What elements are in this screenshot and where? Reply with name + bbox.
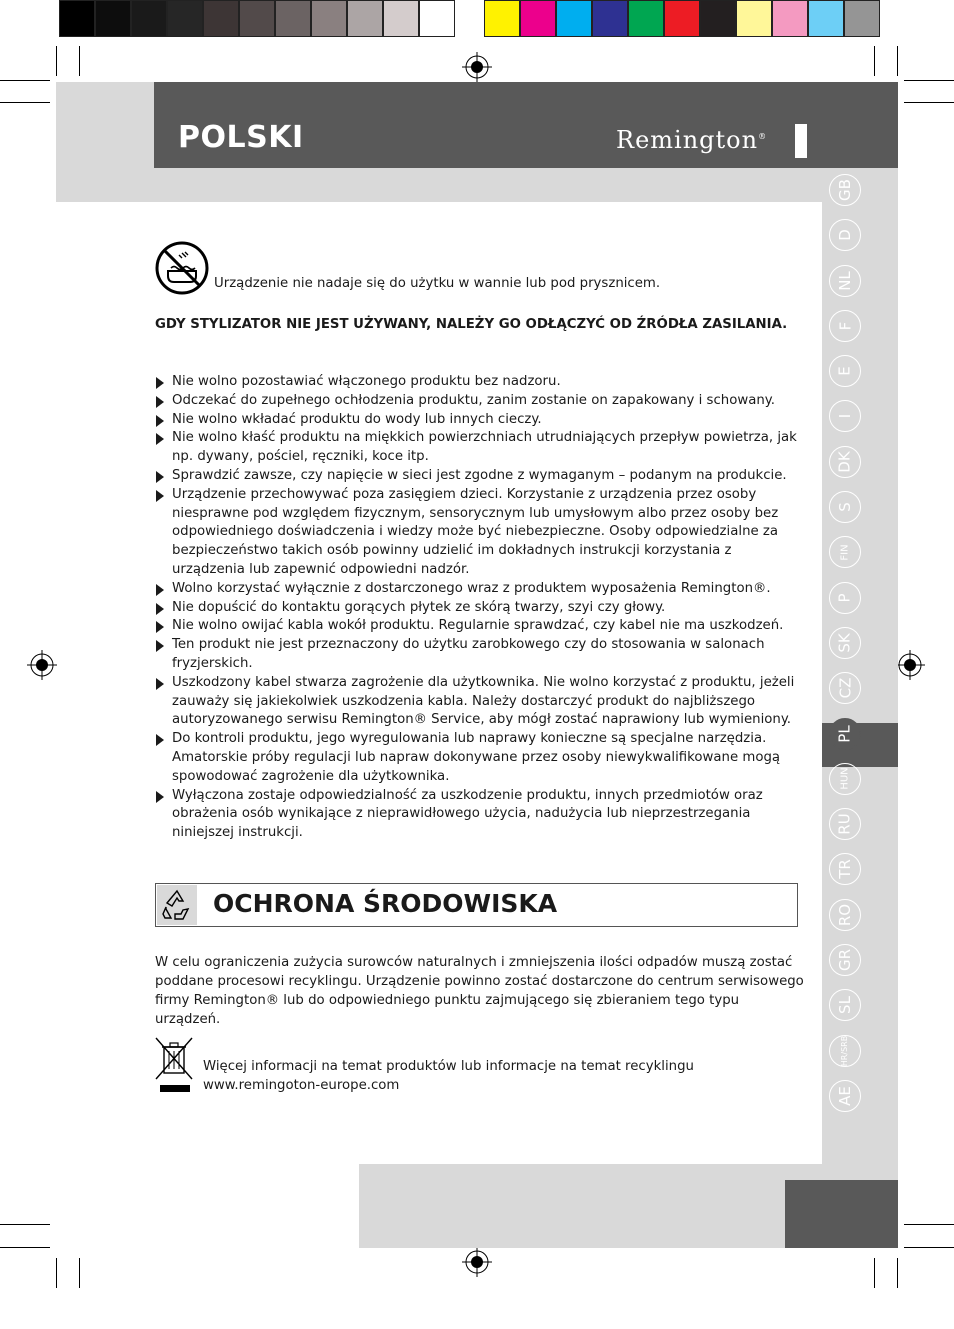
crop-mark: [0, 80, 50, 81]
color-swatch: [419, 0, 455, 37]
brand-bar: [795, 124, 807, 158]
environment-paragraph: W celu ograniczenia zużycia surowców naturalnych i zmniejszenia ilości odpadów muszą zostać poddane procesowi recyklingu. Urządzenie powinno zostać dostarczone do centrum serwisowego firmy Remington® lub do odpowiedniego punktu zajmującego się zbieraniem tego typu urządzeń.: [155, 955, 804, 1027]
safety-item: Wolno korzystać wyłącznie z dostarczonego wraz z produktem wyposażenia Remington®.: [155, 580, 805, 599]
crossed-bin-icon: [154, 1035, 194, 1093]
safety-item: Nie wolno owijać kabla wokół produktu. Regularnie sprawdzać, czy kabel nie ma uszkodzeń.: [155, 617, 805, 636]
safety-item: Uszkodzony kabel stwarza zagrożenie dla użytkownika. Nie wolno korzystać z produktu, jeżeli zauważy się jakiekolwiek uszkodzenia kabla. Należy dostarczyć produkt do najbliższego autoryzowanego serwisu Remington® Service, aby mógł zostać naprawiony lub wymieniony.: [155, 674, 805, 730]
color-swatch: [592, 0, 628, 37]
safety-list: [155, 373, 805, 843]
bullet-arrow-icon: [156, 640, 164, 652]
recycling-info-url: www.remingoton-europe.com: [203, 1078, 400, 1093]
language-tab-i[interactable]: I: [829, 400, 861, 432]
safety-item: Urządzenie przechowywać poza zasięgiem dzieci. Korzystanie z urządzenia przez osoby niesprawne pod względem fizycznym, sensorycznym lub umysłowym albo przez osoby bez odpowiedniego doświadczenia i wiedzy może być niebezpieczne. Osoby odpowiedzialne za bezpieczeństwo takich osób powinny udzielić im dokładnych instrukcji korzystania z urządzenia lub zapewnić odpowiedni nadzór.: [155, 486, 805, 580]
safety-item: Nie wolno wkładać produktu do wody lub innych cieczy.: [155, 411, 805, 430]
language-tab-cz[interactable]: CZ: [829, 672, 861, 704]
recycling-info-text: Więcej informacji na temat produktów lub informacje na temat recyklingu: [203, 1059, 694, 1074]
crop-mark: [874, 1258, 875, 1288]
language-tab-dk[interactable]: DK: [829, 446, 861, 478]
color-swatch: [628, 0, 664, 37]
language-tab-hun[interactable]: HUN: [829, 763, 861, 795]
color-swatch: [311, 0, 347, 37]
language-tab-sk[interactable]: SK: [829, 627, 861, 659]
language-tab-pl[interactable]: PL: [829, 718, 861, 750]
color-swatch: [772, 0, 808, 37]
language-tab-d[interactable]: D: [829, 219, 861, 251]
bullet-arrow-icon: [156, 396, 164, 408]
no-bath-shower-icon: [155, 241, 209, 295]
crop-mark: [79, 1258, 80, 1288]
language-tab-f[interactable]: F: [829, 310, 861, 342]
crop-mark: [904, 1247, 954, 1248]
language-tab-gr[interactable]: GR: [829, 944, 861, 976]
crop-mark: [56, 46, 57, 76]
frame-top: [154, 168, 898, 202]
safety-item: Nie dopuścić do kontaktu gorących płytek ze skórą twarzy, szyi czy głowy.: [155, 599, 805, 618]
bullet-arrow-icon: [156, 678, 164, 690]
color-swatch: [131, 0, 167, 37]
bullet-arrow-icon: [156, 471, 164, 483]
safety-item: Odczekać do zupełnego ochłodzenia produktu, zanim zostanie on zapakowany i schowany.: [155, 392, 805, 411]
recycle-icon: [157, 885, 197, 925]
language-tabs: [829, 174, 861, 1125]
crop-mark: [0, 102, 50, 103]
safety-item: Sprawdzić zawsze, czy napięcie w sieci jest zgodne z wymaganym – podanym na produkcie.: [155, 467, 805, 486]
crop-mark: [0, 1224, 50, 1225]
page-title: POLSKI: [178, 120, 304, 155]
crop-mark: [0, 1247, 50, 1248]
bullet-arrow-icon: [156, 433, 164, 445]
language-tab-nl[interactable]: NL: [829, 265, 861, 297]
color-swatch: [95, 0, 131, 37]
bullet-arrow-icon: [156, 603, 164, 615]
color-swatch: [700, 0, 736, 37]
bullet-arrow-icon: [156, 490, 164, 502]
color-swatch: [664, 0, 700, 37]
color-swatch: [808, 0, 844, 37]
bullet-arrow-icon: [156, 621, 164, 633]
crop-mark: [79, 46, 80, 76]
bullet-arrow-icon: [156, 415, 164, 427]
crop-mark: [897, 46, 898, 76]
crop-mark: [904, 1224, 954, 1225]
language-tab-gb[interactable]: GB: [829, 174, 861, 206]
language-tab-fin[interactable]: FIN: [829, 536, 861, 568]
crop-mark: [904, 102, 954, 103]
registration-mark-icon: [895, 650, 925, 680]
language-tab-s[interactable]: S: [829, 491, 861, 523]
color-swatch: [484, 0, 520, 37]
registration-mark-icon: [462, 52, 492, 82]
color-swatch: [556, 0, 592, 37]
language-tab-p[interactable]: P: [829, 582, 861, 614]
crop-mark: [904, 80, 954, 81]
color-swatch: [239, 0, 275, 37]
warning-text: Urządzenie nie nadaje się do użytku w wannie lub pod prysznicem.: [214, 276, 661, 291]
frame-left: [56, 82, 154, 202]
color-swatch: [203, 0, 239, 37]
registration-mark-icon: [462, 1247, 492, 1277]
color-bar-left: [59, 0, 455, 37]
color-swatch: [59, 0, 95, 37]
color-swatch: [736, 0, 772, 37]
language-tab-ru[interactable]: RU: [829, 808, 861, 840]
crop-mark: [874, 46, 875, 76]
language-tab-tr[interactable]: TR: [829, 853, 861, 885]
page-number-box: [785, 1180, 898, 1248]
disconnect-notice: GDY STYLIZATOR NIE JEST UŻYWANY, NALEŻY GO ODŁĄCZYĆ OD ŹRÓDŁA ZASILANIA.: [155, 317, 788, 332]
language-tab-ro[interactable]: RO: [829, 899, 861, 931]
safety-item: Do kontroli produktu, jego wyregulowania lub naprawy konieczne są specjalne narzędzia. Amatorskie próby regulacji lub napraw dokonywane przez osoby niewykwalifikowane mogą spowodować zagrożenie dla użytkownika.: [155, 730, 805, 786]
environment-title: OCHRONA ŚRODOWISKA: [213, 889, 558, 918]
color-swatch: [383, 0, 419, 37]
language-tab-ae[interactable]: AE: [829, 1080, 861, 1112]
color-bar-right: [484, 0, 880, 37]
safety-item: Wyłączona zostaje odpowiedzialność za uszkodzenie produktu, innych przedmiotów oraz obrażenia osób wynikające z nieprawidłowego użycia, nadużycia lub nieprzestrzegania niniejszej instrukcji.: [155, 787, 805, 843]
recycling-info: [203, 1057, 694, 1095]
crop-mark: [897, 1258, 898, 1288]
language-tab-sl[interactable]: SL: [829, 989, 861, 1021]
brand-logo: Remington®: [616, 126, 768, 154]
color-swatch: [520, 0, 556, 37]
crop-mark: [56, 1258, 57, 1288]
color-swatch: [347, 0, 383, 37]
language-tab-hr-srb[interactable]: HR/SRB: [829, 1035, 861, 1067]
color-swatch: [275, 0, 311, 37]
safety-item: Nie wolno pozostawiać włączonego produktu bez nadzoru.: [155, 373, 805, 392]
color-swatch: [844, 0, 880, 37]
color-swatch: [167, 0, 203, 37]
language-tab-e[interactable]: E: [829, 355, 861, 387]
bullet-arrow-icon: [156, 734, 164, 746]
bullet-arrow-icon: [156, 584, 164, 596]
bullet-arrow-icon: [156, 377, 164, 389]
safety-item: Nie wolno kłaść produktu na miękkich powierzchniach utrudniających przepływ powietrza, jak np. dywany, pościel, ręczniki, koce itp.: [155, 429, 805, 467]
bullet-arrow-icon: [156, 791, 164, 803]
registration-mark-icon: [27, 650, 57, 680]
safety-item: Ten produkt nie jest przeznaczony do użytku zarobkowego czy do stosowania w salonach fryzjerskich.: [155, 636, 805, 674]
